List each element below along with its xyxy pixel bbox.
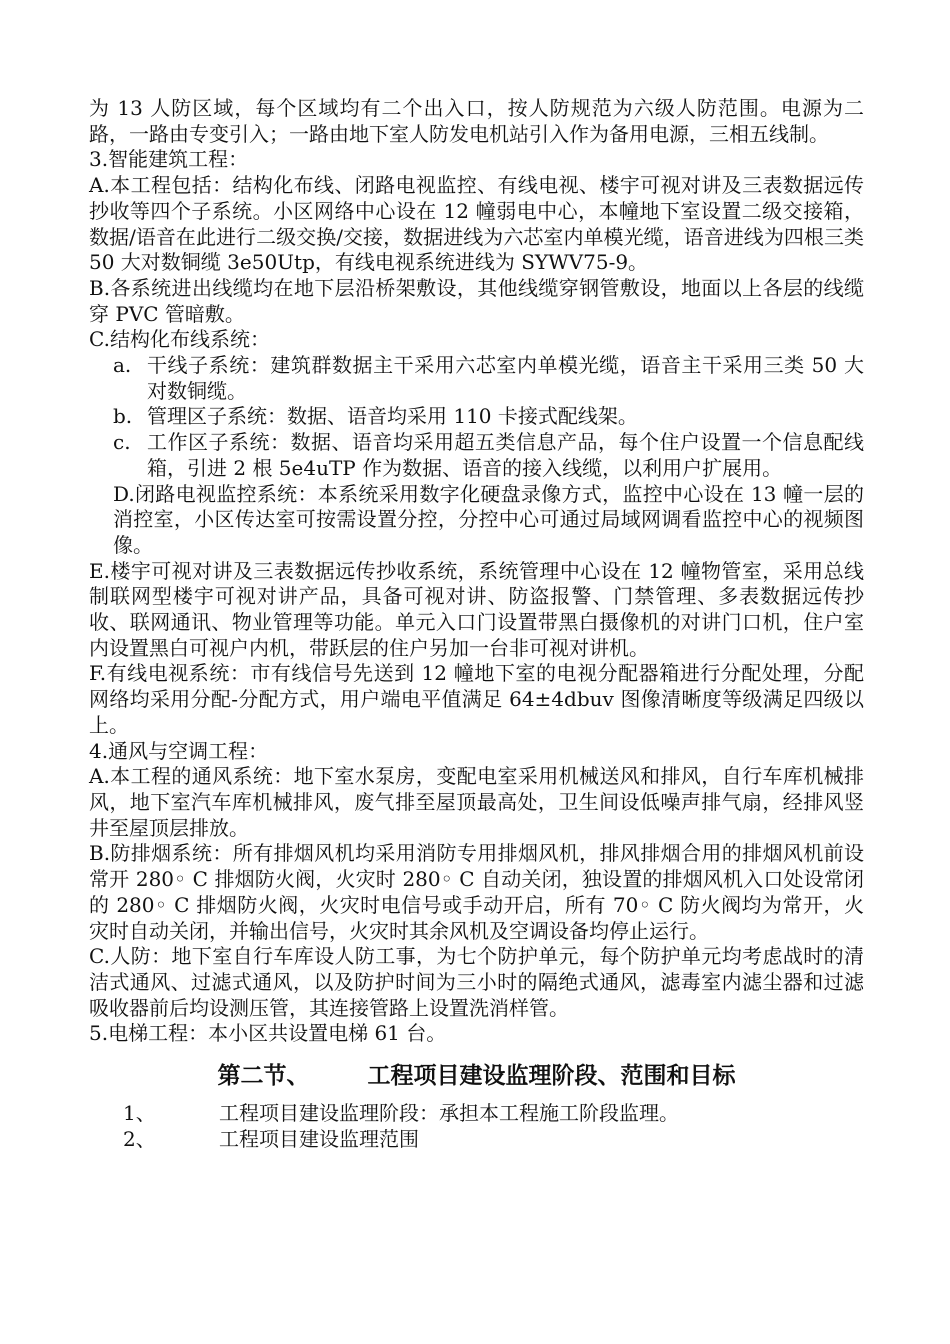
list-item	[89, 353, 864, 404]
list-text: 干线子系统：建筑群数据主干采用六芯室内单模光缆，语音主干采用三类 50 大对数铜缆。	[147, 353, 864, 403]
numbered-item	[89, 1101, 864, 1127]
paragraph-scope-a: A.本工程包括：结构化布线、闭路电视监控、有线电视、楼宇可视对讲及三表数据远传抄收等四个子系统。小区网络中心设在 12 幢弱电中心，本幢地下室设置二级交接箱，数据/语音在此进行二级交换/交接，数据进线为六芯室内单模光缆，语音进线为四根三类 50 大对数铜缆 3e50Utp，有线电视系统进线为 SYWV75-9。	[89, 173, 864, 275]
paragraph-elevators: 5.电梯工程：本小区共设置电梯 61 台。	[89, 1021, 447, 1046]
numbered-marker: 2、	[123, 1126, 156, 1151]
heading-ventilation: 4.通风与空调工程：	[89, 738, 269, 763]
list-item	[89, 430, 864, 481]
paragraph-cctv: D.闭路电视监控系统：本系统采用数字化硬盘录像方式，监控中心设在 13 幢一层的消控室，小区传达室可按需设置分控，分控中心可通过局域网调看监控中心的视频图像。	[113, 481, 864, 557]
heading-intelligent-building: 3.智能建筑工程：	[89, 147, 249, 172]
paragraph-civil-defense-vent: C.人防：地下室自行车库设人防工事，为七个防护单元，每个防护单元均考虑战时的清洁式通风、过滤式通风，以及防护时间为三小时的隔绝式通风，滤毒室内滤尘器和过滤吸收器前后均设测压管，其连接管路上设置洗消样管。	[89, 944, 864, 1020]
numbered-text: 工程项目建设监理阶段：承担本工程施工阶段监理。	[219, 1101, 679, 1126]
paragraph-scope-b: B.各系统进出线缆均在地下层沿桥架敷设，其他线缆穿钢管敷设，地面以上各层的线缆穿 PVC 管暗敷。	[89, 275, 864, 326]
section-number: 第二节、	[217, 1063, 310, 1090]
list-text: 管理区子系统：数据、语音均采用 110 卡接式配线架。	[147, 404, 638, 429]
document-page	[89, 96, 864, 1152]
numbered-marker: 1、	[123, 1101, 156, 1126]
list-marker: b.	[113, 404, 133, 429]
numbered-text: 工程项目建设监理范围	[219, 1126, 419, 1151]
list-item	[89, 404, 864, 430]
paragraph-cable-tv: F.有线电视系统：市有线信号先送到 12 幢地下室的电视分配器箱进行分配处理，分配网络均采用分配-分配方式，用户端电平值满足 64±4dbuv 图像清晰度等级满足四级以上。	[89, 661, 864, 737]
list-marker: c.	[113, 430, 131, 455]
paragraph-civil-defense: 为 13 人防区域，每个区域均有二个出入口，按人防规范为六级人防范围。电源为二路，一路由专变引入；一路由地下室人防发电机站引入作为备用电源，三相五线制。	[89, 96, 864, 146]
paragraph-structured-cabling: C.结构化布线系统：	[89, 327, 270, 352]
numbered-item	[89, 1127, 864, 1153]
section-title: 工程项目建设监理阶段、范围和目标	[367, 1063, 736, 1090]
list-text: 工作区子系统：数据、语音均采用超五类信息产品，每个住户设置一个信息配线箱，引进 2 根 5e4uTP 作为数据、语音的接入线缆，以利用户扩展用。	[147, 430, 864, 480]
paragraph-intercom: E.楼宇可视对讲及三表数据远传抄收系统，系统管理中心设在 12 幢物管室，采用总线制联网型楼宇可视对讲产品，具备可视对讲、防盗报警、门禁管理、多表数据远传抄收、联网通讯、物业管理等功能。单元入口门设置带黑白摄像机的对讲门口机，住户室内设置黑白可视户内机，带跃层的住户另加一台非可视对讲机。	[89, 558, 864, 660]
list-marker: a.	[113, 353, 132, 378]
paragraph-ventilation-a: A.本工程的通风系统：地下室水泵房，变配电室采用机械送风和排风，自行车库机械排风，地下室汽车库机械排风，废气排至屋顶最高处，卫生间设低噪声排气扇，经排风竖井至屋顶层排放。	[89, 764, 864, 840]
paragraph-smoke-exhaust: B.防排烟系统：所有排烟风机均采用消防专用排烟风机，排风排烟合用的排烟风机前设常开 280◦ C 排烟防火阀，火灾时 280◦ C 自动关闭，独设置的排烟风机入口处设常闭的 280◦ C 排烟防火阀，火灾时电信号或手动开启，所有 70◦ C 防火阀均为常开，火灾时自动关闭，并输出信号，火灾时其余风机及空调设备均停止运行。	[89, 841, 864, 943]
section-heading	[89, 1061, 864, 1091]
